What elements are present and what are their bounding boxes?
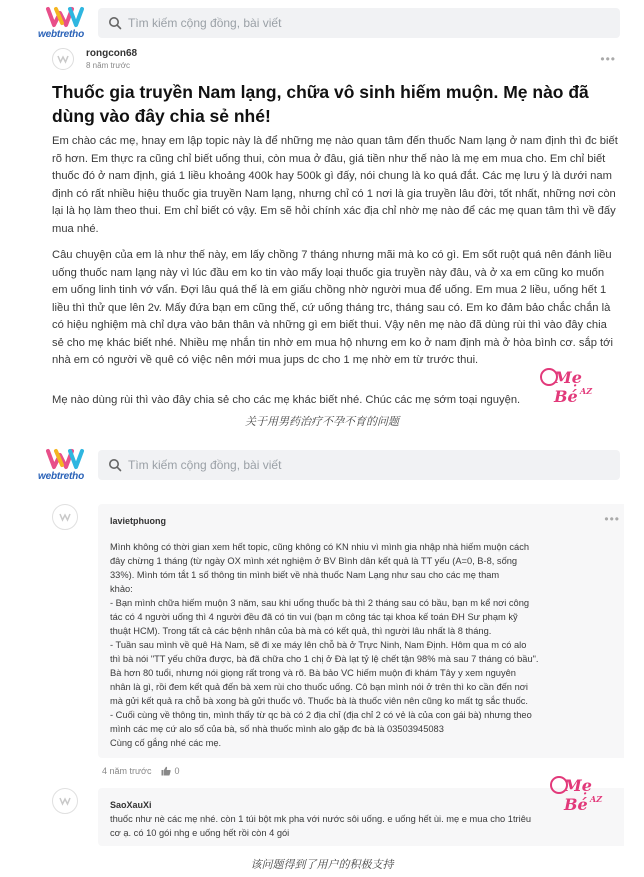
search-bar-2[interactable] <box>98 450 620 480</box>
avatar[interactable] <box>52 48 74 70</box>
watermark-sub: AZ <box>590 794 603 804</box>
logo-icon <box>44 5 90 29</box>
comment-line: thuốc như nè các mẹ nhé. còn 1 túi bột mk pha với nước sôi uống. e uống hết ùi. mẹ e mua cho 1triêu <box>110 814 532 824</box>
search-icon <box>108 16 122 30</box>
comment-line: - Cuối cùng về thông tin, mình thấy từ qc bà có 2 địa chỉ (địa chỉ 2 có vẻ là của con gái bà) nhưng theo <box>110 710 532 720</box>
comment-line: Bà hơn 80 tuổi, nhưng nói giọng rất trong và rõ. Bà bảo VC hiếm muộn đi khám Tây y xem nguyên <box>110 668 516 678</box>
site-logo-2[interactable] <box>38 447 98 483</box>
post-paragraph-1: Em chào các mẹ, hnay em lập topic này là để những mẹ nào quan tâm đến thuốc Nam lạng ở nam định thì đc biết rõ hơn. Em thực ra cũng chỉ biết uống thui, còn mua ở đâu, giá tiền như thế nào là mẹ em mua cho. Em chỉ biết thuốc đó ở nam định, giá 1 liều khoảng 400k hay 500k gì đấy, nói chung là ko quá đắt. Các mẹ lưu ý là dưới nam định có rất nhiều hiệu thuốc gia truyền Nam lạng, nhưng chỉ có 1 nơi là gia truyền lâu đời, tốt nhất, những nơi còn lại là họ làm theo thui. Em chỉ biết có vậy. Em sẽ hỏi chính xác địa chỉ nhờ mẹ nào để các mẹ quan tâm thì về đấy mua nhé. <box>52 135 618 235</box>
caption-1: 关于用男药治疗不孕不育的问题 <box>245 416 399 428</box>
avatar[interactable] <box>52 504 78 530</box>
watermark-text: Mẹ Bé <box>554 368 582 406</box>
like-button[interactable] <box>161 766 179 776</box>
comment-line: Cùng cố gắng nhé các mẹ. <box>110 738 222 748</box>
post-time: 8 năm trước <box>86 61 130 70</box>
post-author-block <box>52 48 137 70</box>
comment-line: Mình không có thời gian xem hết topic, cũng không có KN nhiu vì mình gia nhập nhà hiếm muộn cách <box>110 542 530 552</box>
comment-line: đây chừng 1 tháng (từ ngày OX mình xét nghiệm ở BV Bình dân kết quả là TT yếu (A=0, B-8, sống <box>110 556 518 566</box>
comment-more-icon[interactable]: ••• <box>604 512 620 526</box>
watermark-text: Mẹ Bé <box>564 776 592 814</box>
post-title: Thuốc gia truyền Nam lạng, chữa vô sinh hiếm muộn. Mẹ nào đã dùng vào đây chia sẻ nhé! <box>52 82 589 126</box>
like-count: 0 <box>174 766 180 776</box>
comment-body <box>110 540 624 750</box>
comment-line: thuật HCM). Trong tất cả các bệnh nhân của bà mà có kết quả, thì người lâu nhất là 8 tháng. <box>110 626 492 636</box>
comment-line: thì bà nói "TT yếu chữa được, bà đã chữa cho 1 chị ở Đà lạt tỷ lệ chết tận 98% mà sau 7 tháng có bầu". <box>110 654 539 664</box>
comment-line: tác có 4 người uống thì 4 người đều đã có tin vui (bạn m công tác tại khoa kế toán ĐH Sư phạm kỹ <box>110 612 518 622</box>
search-input[interactable] <box>128 458 588 472</box>
avatar[interactable] <box>52 788 78 814</box>
search-input[interactable] <box>128 16 588 30</box>
caption-2: 该问题得到了用户的积极支持 <box>250 859 394 871</box>
avatar-logo-icon <box>57 54 69 64</box>
comment-time: 4 năm trước <box>102 766 152 776</box>
post-paragraph-2: Câu chuyện của em là như thế này, em lấy chồng 7 tháng nhưng mãi mà ko có gì. Em sốt ruột quá nên đánh liều uống thuốc nam lạng này vì lúc đầu em ko tin vào mấy loại thuốc gia truyền này đâu, và ở xa em cũng ko muốn em uống linh tinh vớ vẩn. Đợi lâu quá thế là em giấu chồng nhờ người mua để uống. Em mua 2 liều, uống hết 1 liều thì thử que lên 2v. Mấy đứa bạn em cũng thế, cứ uống tháng trc, tháng sau có. Em ko đảm bảo chắc chắn là có hiệu nghiệm mà chỉ dựa vào bản thân và những gì em biết thui. Vậy nên mẹ nào đã dùng rùi thì vào đây chia sẻ cho mẹ khác biết nhé. Nhiều mẹ nhắn tin nhờ em mua hộ nhưng em ko ở nam định mà ở hòa bình cơ. sắp tới nhà em có người về quê có việc nên mới mua jups dc cho 1 mẹ nhờ em từ trước thui. <box>52 249 613 366</box>
avatar-logo-icon <box>59 512 71 522</box>
post-more-icon[interactable]: ••• <box>600 52 616 66</box>
thumbs-up-icon <box>161 766 171 776</box>
logo-text: webtretho <box>38 29 84 40</box>
search-icon <box>108 458 122 472</box>
top-bar <box>20 0 624 46</box>
comment-meta <box>102 766 179 776</box>
search-bar[interactable] <box>98 8 620 38</box>
watermark-sub: AZ <box>580 386 593 396</box>
screenshot-bottom <box>20 436 624 846</box>
top-bar-2 <box>20 436 624 494</box>
comment-line: - Bạn mình chữa hiếm muộn 3 năm, sau khi uống thuốc bà thì 2 tháng sau có bầu, bạn m kể nơi công <box>110 598 530 608</box>
screenshot-top <box>20 0 624 408</box>
site-logo[interactable] <box>38 5 98 41</box>
comment-author[interactable]: lavietphuong <box>110 516 166 526</box>
logo-text: webtretho <box>38 471 84 482</box>
comment-line: cơ ạ. có 10 gói nhg e uống hết rồi còn 4 gói <box>110 828 290 838</box>
comment-line: - Tuần sau mình về quê Hà Nam, sẽ đi xe máy lên chỗ bà ở Trực Ninh, Nam Định. Hôm qua m có alo <box>110 640 527 650</box>
comment-line: mình các mẹ cứ alo số của bà, số nhà thuốc mình alo gặp đc bà là 03503945083 <box>110 724 444 734</box>
comment-line: khảo: <box>110 584 133 594</box>
comment-line: mà gửi kết quả ra chỗ bà xong bà gửi thuốc vô. Thuốc bà là thuốc viên nên cũng ko mất tg sắc thuốc. <box>110 696 528 706</box>
logo-icon <box>44 447 90 471</box>
comment-1 <box>52 504 620 784</box>
comment-2 <box>52 788 620 846</box>
post-author[interactable]: rongcon68 <box>86 48 138 59</box>
comment-author[interactable]: SaoXauXi <box>110 800 152 810</box>
comment-line: 33%). Mình tóm tắt 1 số thông tin mình biết về nhà thuốc Nam Lạng như sau cho các mẹ tham <box>110 570 500 580</box>
avatar-logo-icon <box>59 796 71 806</box>
comment-body <box>110 812 624 840</box>
watermark-logo <box>540 362 610 406</box>
watermark-logo <box>550 770 620 814</box>
post-paragraph-3: Mẹ nào dùng rùi thì vào đây chia sẻ cho các mẹ khác biết nhé. Chúc các mẹ sớm toại nguyện. <box>52 394 521 406</box>
comment-line: nhân là gì, rồi đem kết quả đến bà xem rùi cho thuốc uống. Cô bạn mình nói ở trên thì ko cần đến nơi <box>110 682 528 692</box>
